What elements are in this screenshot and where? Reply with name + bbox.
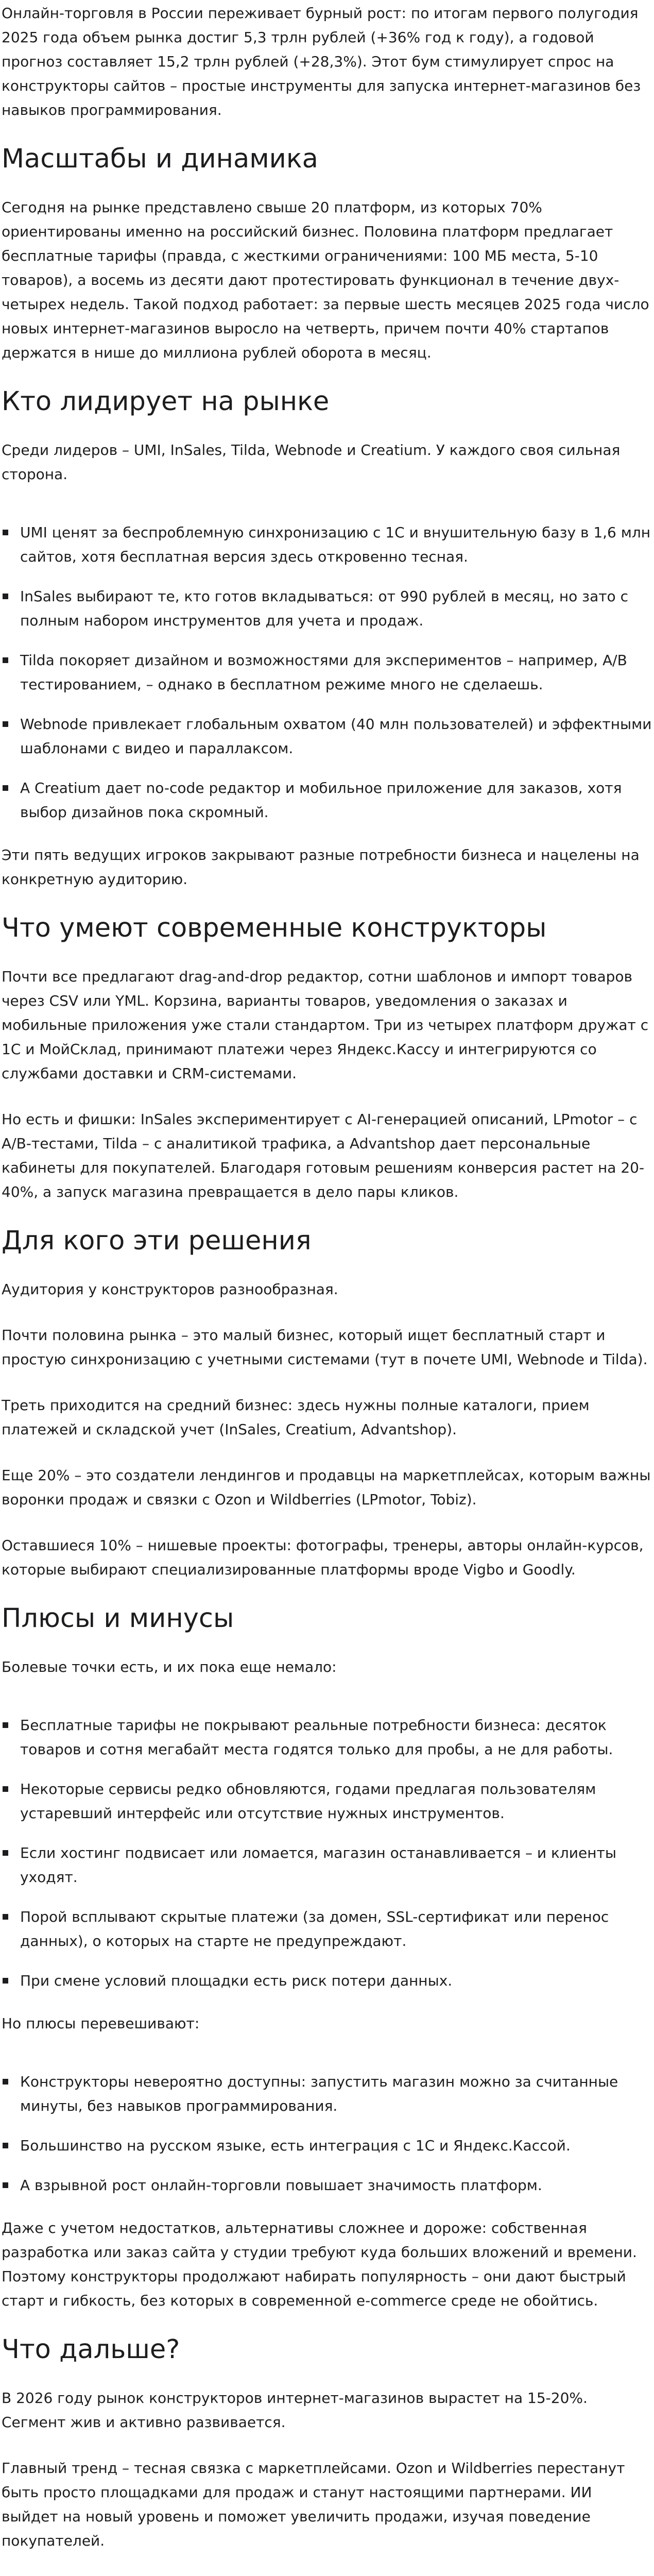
cons-intro-paragraph: Болевые точки есть, и их пока еще немало: [2,1658,337,1675]
features-paragraph: Но есть и фишки: InSales экспериментирует с AI-генерацией описаний, LPmotor – с A/B-тестами, Tilda – с аналитикой трафика, а Advantshop дает персональные кабинеты для покупателей. Благодаря готовым решениям конверсия растет на 20-40%, а запуск магазина превращается в дело пары кликов. [2,1111,645,1200]
section-heading-leaders: Кто лидирует на рынке [2,386,330,417]
list-item: Если хостинг подвисает или ломается, магазин останавливается – и клиенты уходят. [2,1841,652,1889]
list-item: Webnode привлекает глобальным охватом (40 млн пользователей) и эффектными шаблонами с видео и параллаксом. [2,712,652,760]
list-item: UMI ценят за беспроблемную синхронизацию с 1С и внушительную базу в 1,6 млн сайтов, хотя бесплатная версия здесь откровенно тесная. [2,520,652,569]
list-item: При смене условий площадки есть риск потери данных. [2,1969,652,1993]
pros-intro-paragraph: Но плюсы перевешивают: [2,2015,200,2032]
leaders-intro-paragraph: Среди лидеров – UMI, InSales, Tilda, Webnode и Creatium. У каждого своя сильная сторона. [2,442,621,483]
leaders-summary-paragraph: Эти пять ведущих игроков закрывают разные потребности бизнеса и нацелены на конкретную аудиторию. [2,846,640,888]
next-paragraph [2,2574,652,2576]
list-item: Большинство на русском языке, есть интеграция с 1С и Яндекс.Кассой. [2,2133,652,2158]
proscons-summary-paragraph: Даже с учетом недостатков, альтернативы сложнее и дороже: собственная разработка или заказ сайта у студии требуют куда больших вложений и времени. Поэтому конструкторы продолжают набирать популярность – они дают быстрый старт и гибкость, без которых в современной e-commerce среде не обойтись. [2,2219,637,2309]
audience-paragraph: Треть приходится на средний бизнес: здесь нужны полные каталоги, прием платежей и складской учет (InSales, Creatium, Advantshop). [2,1397,590,1438]
audience-paragraph: Почти половина рынка – это малый бизнес, который ищет бесплатный старт и простую синхронизацию с учетными системами (тут в почете UMI, Webnode и Tilda). [2,1327,648,1368]
leaders-list [2,508,652,824]
section-heading-features: Что умеют современные конструкторы [2,913,547,943]
section-heading-next: Что дальше? [2,2334,180,2365]
list-item: Порой всплывают скрытые платежи (за домен, SSL-сертификат или перенос данных), о которых на старте не предупреждают. [2,1905,652,1953]
cons-list [2,1701,652,1993]
list-item: Конструкторы невероятно доступны: запустить магазин можно за считанные минуты, без навыков программирования. [2,2070,652,2118]
list-item: Tilda покоряет дизайном и возможностями для экспериментов – например, A/B тестированием, – однако в бесплатном режиме много не сделаешь. [2,648,652,697]
audience-paragraph: Оставшиеся 10% – нишевые проекты: фотографы, тренеры, авторы онлайн-курсов, которые выбирают специализированные платформы вроде Vigbo и Goodly. [2,1537,644,1578]
section-heading-audience: Для кого эти решения [2,1226,312,1256]
list-item: Некоторые сервисы редко обновляются, годами предлагая пользователям устаревший интерфейс или отсутствие нужных инструментов. [2,1777,652,1825]
audience-paragraph: Еще 20% – это создатели лендингов и продавцы на маркетплейсах, которым важны воронки продаж и связки с Ozon и Wildberries (LPmotor, Tobiz). [2,1467,651,1508]
features-paragraph: Почти все предлагают drag-and-drop редактор, сотни шаблонов и импорт товаров через CSV или YML. Корзина, варианты товаров, уведомления о заказах и мобильные приложения уже стали стандартом. Три из четырех платформ дружат с 1С и МойСклад, принимают платежи через Яндекс.Кассу и интегрируются со службами доставки и CRM-системами. [2,968,649,1082]
pros-list [2,2057,652,2197]
next-paragraph: Главный тренд – тесная связка с маркетплейсами. Ozon и Wildberries перестанут быть просто площадками для продаж и станут настоящими партнерами. ИИ выйдет на новый уровень и поможет увеличить продажи, изучая поведение покупателей. [2,2460,625,2549]
section-heading-proscons: Плюсы и минусы [2,1603,234,1634]
intro-paragraph: Онлайн-торговля в России переживает бурный рост: по итогам первого полугодия 2025 года объем рынка достиг 5,3 трлн рублей (+36% год к году), а годовой прогноз составляет 15,2 трлн рублей (+28,3%). Этот бум стимулирует спрос на конструкторы сайтов – простые инструменты для запуска интернет-магазинов без навыков программирования. [2,5,641,118]
list-item: А взрывной рост онлайн-торговли повышает значимость платформ. [2,2173,652,2197]
section-heading-scale: Масштабы и динамика [2,144,318,174]
scale-paragraph: Сегодня на рынке представлено свыше 20 платформ, из которых 70% ориентированы именно на российский бизнес. Половина платформ предлагает бесплатные тарифы (правда, с жесткими ограничениями: 100 МБ места, 5-10 товаров), а восемь из десяти дают протестировать функционал в течение двух-четырех недель. Такой подход работает: за первые шесть месяцев 2025 года число новых интернет-магазинов выросло на четверть, причем почти 40% стартапов держатся в нише до миллиона рублей оборота в месяц. [2,199,649,361]
next-paragraph: В 2026 году рынок конструкторов интернет-магазинов вырастет на 15-20%. Сегмент жив и активно развивается. [2,2389,588,2431]
list-item: Бесплатные тарифы не покрывают реальные потребности бизнеса: десяток товаров и сотня мегабайт места годятся только для пробы, а не для работы. [2,1713,652,1761]
list-item: InSales выбирают те, кто готов вкладываться: от 990 рублей в месяц, но зато с полным набором инструментов для учета и продаж. [2,584,652,633]
audience-paragraph: Аудитория у конструкторов разнообразная. [2,1281,338,1298]
list-item: А Creatium дает no-code редактор и мобильное приложение для заказов, хотя выбор дизайнов пока скромный. [2,776,652,824]
